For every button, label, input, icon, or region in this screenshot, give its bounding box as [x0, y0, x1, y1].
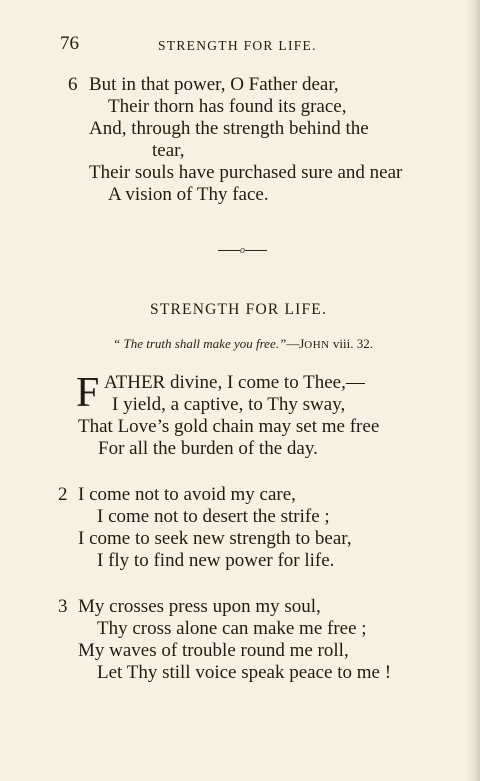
epigraph-quote: “ The truth shall make you free.”	[113, 336, 287, 351]
verse-line: I come not to avoid my care,	[78, 484, 296, 505]
running-head: STRENGTH FOR LIFE.	[158, 38, 317, 53]
drop-cap: F	[76, 370, 100, 416]
verse-line: Thy cross alone can make me free ;	[97, 618, 367, 639]
verse-line: I come to seek new strength to bear,	[78, 528, 352, 549]
verse-line: Let Thy still voice speak peace to me !	[97, 662, 392, 683]
verse-line: For all the burden of the day.	[98, 438, 318, 459]
epigraph-source-ref: viii. 32.	[329, 336, 373, 351]
stanza-number: 3	[58, 596, 68, 617]
verse-line: ATHER divine, I come to Thee,—	[104, 372, 365, 393]
verse-line: Their thorn has found its grace,	[108, 96, 347, 117]
verse-line: I fly to find new power for life.	[97, 550, 335, 571]
verse-line: tear,	[152, 140, 185, 161]
verse-line: I come not to desert the strife ;	[97, 506, 330, 527]
hymn-title: STRENGTH FOR LIFE.	[150, 301, 328, 318]
verse-line: That Love’s gold chain may set me free	[78, 416, 380, 437]
verse-line: My waves of trouble round me roll,	[78, 640, 349, 661]
stanza-number: 6	[68, 74, 78, 95]
verse-line: But in that power, O Father dear,	[89, 74, 339, 95]
section-divider: o	[218, 245, 267, 256]
verse-line: And, through the strength behind the	[89, 118, 369, 139]
epigraph	[113, 336, 373, 352]
epigraph-source-prefix: —J	[286, 336, 305, 351]
verse-line: I yield, a captive, to Thy sway,	[112, 394, 346, 415]
stanza-number: 2	[58, 484, 68, 505]
verse-line: My crosses press upon my soul,	[78, 596, 321, 617]
verse-line: A vision of Thy face.	[108, 184, 269, 205]
page-edge-shadow	[466, 0, 480, 781]
verse-line: Their souls have purchased sure and near	[89, 162, 403, 183]
epigraph-source-name: OHN	[304, 339, 330, 351]
page-number: 76	[60, 33, 79, 54]
